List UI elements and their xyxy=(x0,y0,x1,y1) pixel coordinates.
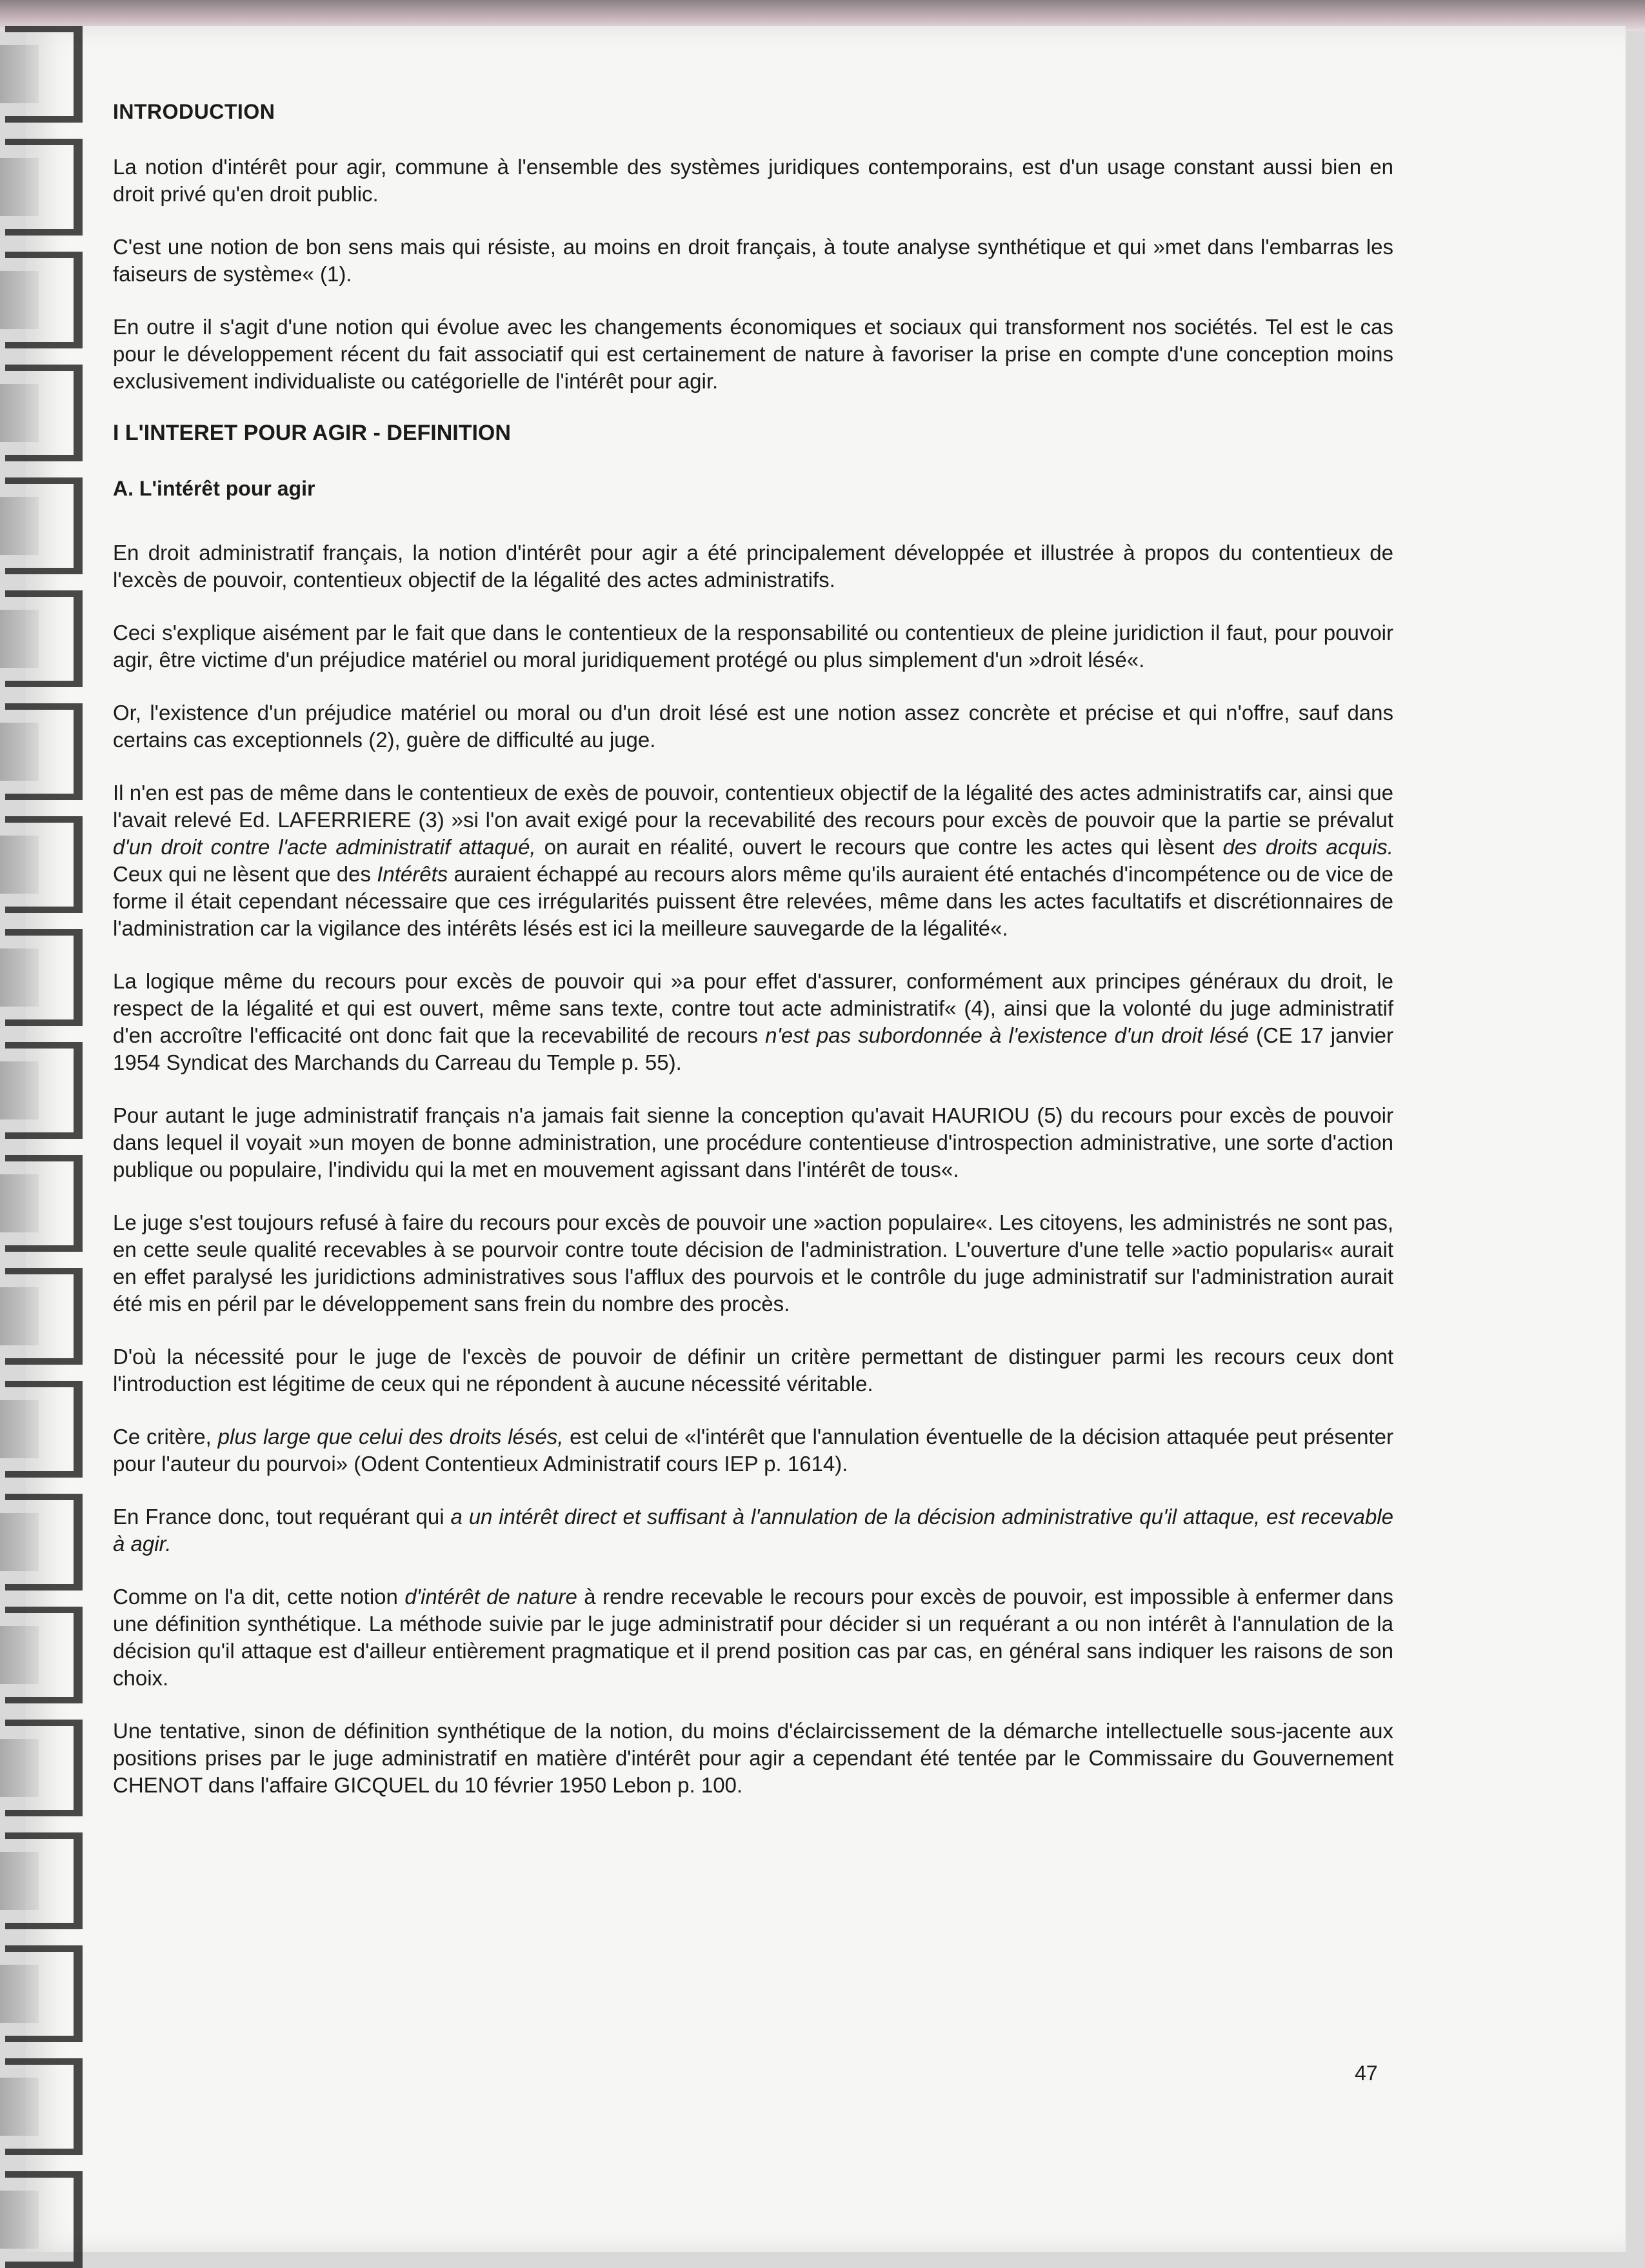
paragraph-4-text-c: Ceux qui ne lèsent que des xyxy=(113,862,377,886)
paragraph-5-text-b: (CE 17 janvier 1954 Syndicat des Marchands du Carreau du Temple p. 55). xyxy=(113,1023,1394,1074)
document-body xyxy=(113,100,1393,1825)
paragraph-9-text-b: est celui de «l'intérêt que l'annulation éventuelle de la décision attaquée peut présenter pour l'auteur du pourvoi» (Odent Contentieux Administratif cours IEP p. 1614). xyxy=(113,1425,1394,1476)
paragraph-4-emphasis-c: Intérêts xyxy=(377,862,448,886)
binding-ring xyxy=(5,1832,83,1929)
paragraph-10-emphasis-a: a un intérêt direct et suffisant à l'annulation de la décision administrative qu'il attaque, est recevable à agir. xyxy=(113,1505,1393,1556)
binding-ring xyxy=(5,590,83,687)
binding-ring xyxy=(5,1042,83,1139)
paragraph-10 xyxy=(113,1503,1393,1558)
binding-ring xyxy=(5,2058,83,2155)
paragraph-11-emphasis-a: d'intérêt de nature xyxy=(404,1585,577,1609)
intro-heading: INTRODUCTION xyxy=(113,100,275,123)
binding-ring xyxy=(5,252,83,348)
binding-ring xyxy=(5,2171,83,2268)
intro-paragraph-3: En outre il s'agit d'une notion qui évolue avec les changements économiques et sociaux qui transforment nos sociétés. Tel est le cas pour le développement récent du fait associatif qui est certainement de nature à favoriser la prise en compte d'une conception moins exclusivement individualiste ou catégorielle de l'intérêt pour agir. xyxy=(113,315,1393,393)
paragraph-12: Une tentative, sinon de définition synthétique de la notion, du moins d'éclaircissement de la démarche intellectuelle sous-jacente aux positions prises par le juge administratif en matière d'intérêt pour agir a cependant été tentée par le Commissaire du Gouvernement CHENOT dans l'affaire GICQUEL du 10 février 1950 Lebon p. 100. xyxy=(113,1719,1393,1797)
paragraph-11-text-a: Comme on l'a dit, cette notion xyxy=(113,1585,405,1609)
section-title: I L'INTERET POUR AGIR - DEFINITION xyxy=(113,421,511,445)
paragraph-1: En droit administratif français, la notion d'intérêt pour agir a été principalement développée et illustrée à propos du contentieux de l'excès de pouvoir, contentieux objectif de la légalité des actes administratifs. xyxy=(113,541,1393,592)
paragraph-4-text-d: auraient échappé au recours alors même qu'ils auraient été entachés d'incompétence ou de vice de forme il était cependant nécessaire que ces irrégularités puissent être relevées, même dans les actes facultatifs et discrétionnaires de l'administration car la vigilance des intérêts lésés est ici la meilleure sauvegarde de la légalité«. xyxy=(113,862,1393,940)
paragraph-6: Pour autant le juge administratif français n'a jamais fait sienne la conception qu'avait HAURIOU (5) du recours pour excès de pouvoir dans lequel il voyait »un moyen de bonne administration, une procédure contentieuse d'introspection administrative, une sorte d'action publique ou populaire, l'individu qui la met en mouvement agissant dans l'intérêt de tous«. xyxy=(113,1103,1393,1181)
paragraph-9 xyxy=(113,1423,1393,1478)
intro-paragraph-2: C'est une notion de bon sens mais qui résiste, au moins en droit français, à toute analyse synthétique et qui »met dans l'embarras les faiseurs de système« (1). xyxy=(113,235,1393,286)
binding-ring xyxy=(5,703,83,800)
paragraph-5 xyxy=(113,968,1393,1076)
paragraph-4-text-b: on aurait en réalité, ouvert le recours que contre les actes qui lèsent xyxy=(535,835,1223,859)
binding-ring xyxy=(5,1381,83,1478)
paragraph-9-emphasis-a: plus large que celui des droits lésés, xyxy=(217,1425,564,1449)
paragraph-7: Le juge s'est toujours refusé à faire du recours pour excès de pouvoir une »action populaire«. Les citoyens, les administrés ne sont pas, en cette seule qualité recevables à se pourvoir contre toute décision de l'administration. L'ouverture d'une telle »actio popularis« aurait en effet paralysé les juridictions administratives sous l'afflux des pourvois et le contrôle du juge administratif sur l'administration aurait été mis en péril par le développement sans frein du nombre des procès. xyxy=(113,1210,1393,1316)
binding-ring xyxy=(5,816,83,913)
paragraph-4 xyxy=(113,779,1393,942)
paragraph-11-text-b: à rendre recevable le recours pour excès de pouvoir, est impossible à enfermer dans une définition synthétique. La méthode suivie par le juge administratif pour décider si un requérant a ou non intérêt à l'annulation de la décision qu'il attaque est d'ailleur entièrement pragmatique et il prend position cas par cas, en général sans indiquer les raisons de son choix. xyxy=(113,1585,1393,1690)
binding-ring xyxy=(5,1268,83,1365)
paragraph-8: D'où la nécessité pour le juge de l'excès de pouvoir de définir un critère permettant de distinguer parmi les recours ceux dont l'introduction est légitime de ceux qui ne répondent à aucune nécessité véritable. xyxy=(113,1345,1393,1396)
page-number: 47 xyxy=(1355,2062,1378,2085)
paragraph-5-emphasis-a: n'est pas subordonnée à l'existence d'un droit lésé xyxy=(765,1023,1249,1047)
paragraph-4-text-a: Il n'en est pas de même dans le contentieux de exès de pouvoir, contentieux objectif de la légalité des actes administratifs car, ainsi que l'avait relevé Ed. LAFERRIERE (3) »si l'on avait exigé pour la recevabilité des recours pour excès de pouvoir que la partie se prévalut xyxy=(113,781,1393,832)
binding-ring xyxy=(5,1607,83,1703)
paragraph-11 xyxy=(113,1583,1393,1692)
paragraph-5-text-a: La logique même du recours pour excès de pouvoir qui »a pour effet d'assurer, conformément aux principes généraux du droit, le respect de la légalité et qui est ouvert, même sans texte, contre tout acte administratif« (4), ainsi que la volonté du juge administratif d'en accroître l'efficacité ont donc fait que la recevabilité de recours xyxy=(113,969,1393,1047)
binding-ring xyxy=(5,26,83,123)
binding-ring xyxy=(5,929,83,1026)
paragraph-4-emphasis-b: des droits acquis. xyxy=(1222,835,1393,859)
paragraph-4-emphasis-a: d'un droit contre l'acte administratif attaqué, xyxy=(113,835,536,859)
paragraph-9-text-a: Ce critère, xyxy=(113,1425,218,1449)
subsection-title: A. L'intérêt pour agir xyxy=(113,477,315,500)
binding-ring xyxy=(5,1155,83,1252)
spiral-binding xyxy=(0,0,97,2264)
binding-ring xyxy=(5,1720,83,1816)
binding-ring xyxy=(5,1494,83,1591)
binding-ring xyxy=(5,139,83,236)
paragraph-3: Or, l'existence d'un préjudice matériel ou moral ou d'un droit lésé est une notion assez concrète et précise et qui n'offre, sauf dans certains cas exceptionnels (2), guère de difficulté au juge. xyxy=(113,701,1393,752)
paragraph-10-text-a: En France donc, tout requérant qui xyxy=(113,1505,451,1529)
intro-paragraph-1: La notion d'intérêt pour agir, commune à l'ensemble des systèmes juridiques contemporains, est d'un usage constant aussi bien en droit privé qu'en droit public. xyxy=(113,155,1393,206)
paragraph-2: Ceci s'explique aisément par le fait que dans le contentieux de la responsabilité ou contentieux de pleine juridiction il faut, pour pouvoir agir, être victime d'un préjudice matériel ou moral juridiquement protégé ou plus simplement d'un »droit lésé«. xyxy=(113,621,1393,672)
binding-ring xyxy=(5,477,83,574)
binding-ring xyxy=(5,1945,83,2042)
binding-ring xyxy=(5,365,83,461)
